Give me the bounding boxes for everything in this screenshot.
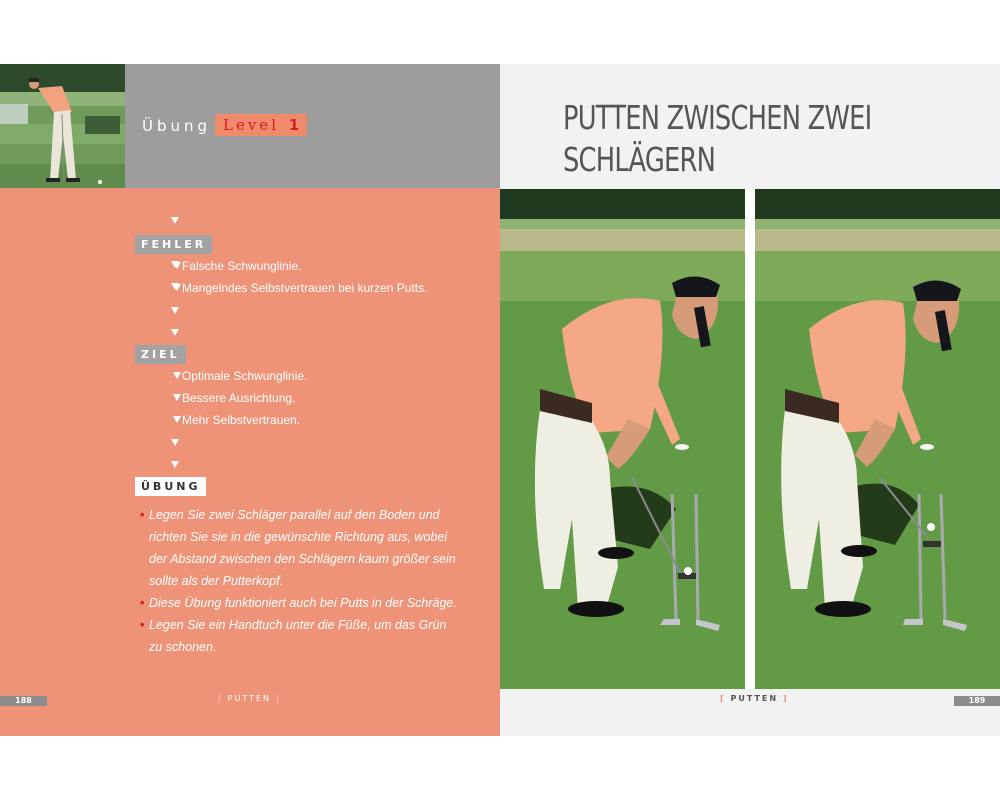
triangle-bullet-icon	[171, 461, 179, 468]
putting-photo-left	[500, 189, 745, 689]
running-head-left: [ PUTTEN ]	[218, 694, 281, 703]
page-number-right: 189	[954, 696, 1000, 706]
triangle-bullet-icon	[173, 372, 181, 379]
instruction-bullet: • Legen Sie zwei Schläger parallel auf den Boden und richten Sie sie in die gewünschte Richtung aus, wobei der Abstand zwischen den Schlägern kaum größer sein sollte als der Putterkopf.	[140, 504, 460, 592]
right-page	[500, 64, 1000, 736]
triangle-bullet-icon	[171, 217, 179, 224]
putting-photo-right	[755, 189, 1000, 689]
level-number: 1	[288, 116, 300, 134]
level-badge	[215, 114, 307, 136]
triangle-bullet-icon	[173, 416, 181, 423]
exercise-instructions	[140, 504, 460, 658]
instruction-bullet: • Legen Sie ein Handtuch unter die Füße, um das Grün zu schonen.	[140, 614, 460, 658]
fehler-item: Falsche Schwunglinie.	[173, 259, 301, 273]
level-label: Level	[223, 116, 279, 134]
triangle-bullet-icon	[173, 262, 181, 269]
red-bullet-icon: •	[140, 508, 145, 522]
ziel-item: Bessere Ausrichtung.	[173, 391, 295, 405]
book-spread	[0, 64, 1000, 736]
page-title: PUTTEN ZWISCHEN ZWEI SCHLÄGERN	[563, 98, 872, 179]
golfer-thumbnail-photo	[0, 64, 125, 188]
triangle-bullet-icon	[173, 394, 181, 401]
instruction-bullet: • Diese Übung funktioniert auch bei Putts in der Schräge.	[140, 592, 460, 614]
triangle-bullet-icon	[173, 284, 181, 291]
triangle-bullet-icon	[171, 439, 179, 446]
left-page	[0, 64, 500, 736]
ziel-item: Mehr Selbstvertrauen.	[173, 413, 300, 427]
triangle-bullet-icon	[171, 329, 179, 336]
exercise-header-band	[125, 64, 500, 188]
section-label-uebung: ÜBUNG	[135, 477, 206, 496]
exercise-label: Übung	[142, 117, 212, 135]
section-label-ziel: ZIEL	[135, 345, 186, 364]
running-head-right: [ PUTTEN ]	[720, 694, 789, 703]
red-bullet-icon: •	[140, 618, 145, 632]
section-label-fehler: FEHLER	[135, 235, 212, 254]
ziel-item: Optimale Schwunglinie.	[173, 369, 307, 383]
triangle-bullet-icon	[171, 307, 179, 314]
fehler-item: Mangelndes Selbstvertrauen bei kurzen Putts.	[173, 281, 427, 295]
red-bullet-icon: •	[140, 596, 145, 610]
photo-divider	[745, 189, 755, 689]
page-number-left: 188	[0, 696, 47, 706]
